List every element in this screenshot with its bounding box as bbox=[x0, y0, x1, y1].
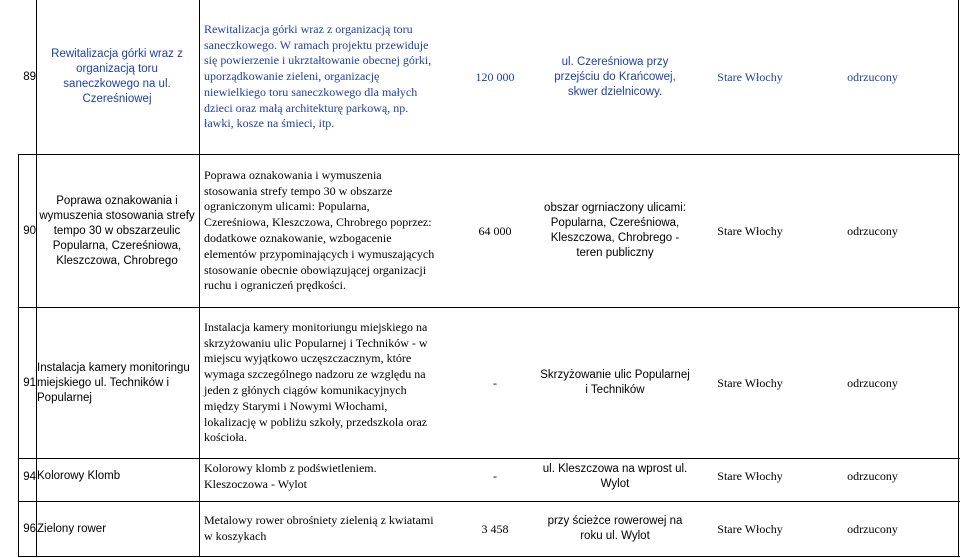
project-name: Rewitalizacja górki wraz z organizacją toru saneczkowego na ul. Czereśniowej bbox=[51, 48, 183, 105]
project-cost: - bbox=[493, 375, 497, 390]
column-divider bbox=[199, 0, 200, 557]
project-status: odrzucony bbox=[847, 223, 898, 238]
column-divider bbox=[18, 154, 19, 557]
project-district: Stare Włochy bbox=[717, 375, 783, 390]
project-status: odrzucony bbox=[847, 375, 898, 390]
project-location: obszar ogrniaczony ulicami: Popularna, Czereśniowa, Kleszczowa, Chrobrego - teren publiczny bbox=[544, 202, 686, 259]
table-row bbox=[0, 507, 960, 551]
row-divider bbox=[18, 501, 960, 502]
project-cost: 120 000 bbox=[475, 69, 515, 84]
project-district: Stare Włochy bbox=[717, 223, 783, 238]
row-divider bbox=[18, 556, 960, 557]
column-divider bbox=[958, 0, 959, 557]
project-location: przy ścieżce rowerowej na roku ul. Wylot bbox=[547, 515, 683, 542]
project-cost: - bbox=[493, 469, 497, 483]
project-district: Stare Włochy bbox=[717, 469, 783, 483]
project-district: Stare Włochy bbox=[717, 521, 783, 536]
project-description: Poprawa oznakowania i wymuszenia stosowania strefy tempo 30 w obszarze ograniczonym ulicami: Popularna, Czereśniowa, Kleszczowa, Chrobrego poprzez: dodatkowe oznakowanie, wzbogacenie elementów przypominających i wymuszających stosowanie obecnie obowiązującej organizacji ruchu i ograniczeń prędkości. bbox=[204, 167, 435, 293]
project-district: Stare Włochy bbox=[717, 69, 783, 84]
project-cost: 64 000 bbox=[478, 223, 512, 238]
row-number: 94 bbox=[23, 470, 36, 483]
project-status: odrzucony bbox=[847, 69, 898, 84]
table-row bbox=[0, 0, 960, 154]
row-number: 90 bbox=[23, 225, 36, 237]
project-location: ul. Kleszczowa na wprost ul. Wylot bbox=[542, 462, 688, 490]
project-status: odrzucony bbox=[847, 469, 898, 483]
project-name: Kolorowy Klomb bbox=[37, 470, 121, 482]
project-description: Metalowy rower obrośniety zielenią z kwiatami w koszykach bbox=[204, 513, 434, 543]
column-divider bbox=[36, 0, 37, 557]
row-number: 96 bbox=[23, 523, 36, 535]
project-description: Instalacja kamery monitoriungu miejskiego na skrzyżowaniu ulic Popularnej i Techników - w miejscu wyjątkowo uczęszczacznym, które wymaga szczególnego nadzoru ze względu na jeden z głónych ciągów komunikacyjnych między Starymi i Nowymi Włochami, lokalizację w pobliżu szkoły, przedszkola oraz kościoła. bbox=[204, 319, 428, 445]
project-description: Rewitalizacja górki wraz z organizacją toru saneczkowego. W ramach projektu przewiduje się powierzenie i ukrztałtowanie obecnej górki, uporządkowanie zieleni, organizację niewielkiego toru saneczkowego dla małych dzieci oraz małą architekturę parkową, np. ławki, kosze na śmieci, itp. bbox=[204, 21, 432, 131]
project-status: odrzucony bbox=[847, 521, 898, 536]
row-number: 89 bbox=[23, 71, 36, 83]
project-description: Kolorowy klomb z podświetleniem. Kleszoczowa - Wylot bbox=[204, 460, 377, 491]
project-name: Instalacja kamery monitoringu miejskiego ul. Techników i Popularnej bbox=[37, 361, 190, 404]
table-row bbox=[0, 459, 960, 494]
project-name: Poprawa oznakowania i wymuszenia stosowania strefy tempo 30 w obszarzeulic Popularna, Czereśniowa, Kleszczowa, Chrobrego bbox=[39, 194, 195, 267]
table-row bbox=[0, 155, 960, 307]
project-cost: 3 458 bbox=[481, 521, 509, 536]
table-row bbox=[0, 308, 960, 458]
row-number: 91 bbox=[23, 377, 36, 389]
project-location: Skrzyżowanie ulic Popularnej i Techników bbox=[540, 369, 690, 396]
project-location: ul. Czereśniowa przy przejściu do Krańcowej, skwer dzielnicowy. bbox=[554, 55, 676, 98]
project-name: Zielony rower bbox=[37, 522, 107, 535]
